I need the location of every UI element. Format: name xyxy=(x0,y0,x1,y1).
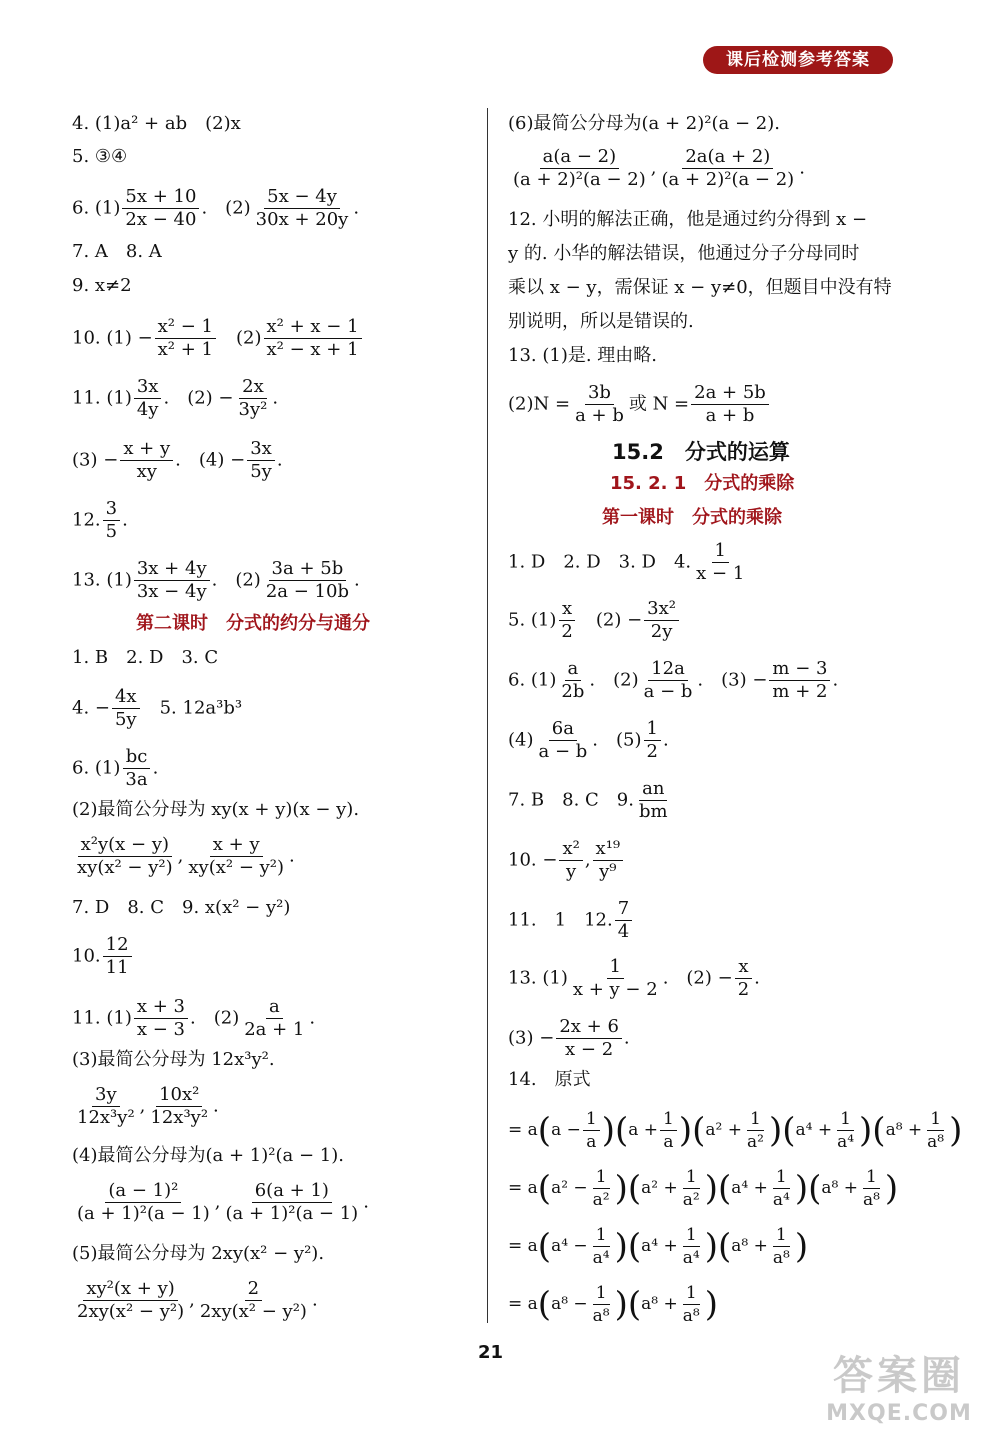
answer-12: 12. $\frac{3}{5}$ . xyxy=(72,498,128,542)
answer-6-1: 6. (1) $\frac{bc}{3a}$ . xyxy=(72,746,159,790)
fraction: $\frac{6(a + 1)}{\text{(a + 1)²(a − 1)}}$ xyxy=(225,1180,359,1224)
answer-6-2: (2)最简公分母为 xy(x + y)(x − y). xyxy=(72,799,360,820)
fraction: $\frac{\text{x² + x − 1}}{\text{x² − x + 1}}$ xyxy=(264,316,362,361)
answer-10c: 10. − $\frac{\text{x²}}{y}$ , $\frac{\text{x¹⁹}}{\text{y⁹}}$ xyxy=(508,838,625,883)
fraction: $\frac{2a + 5b}{a + b}$ xyxy=(691,382,769,427)
answer-6b: 6. (1) $\frac{a}{2b}$ . (2) $\frac{12a}{a - b}$ . (3) − $\frac{m - 3}{m + 2}$ . xyxy=(508,658,839,702)
answer-4: 4. (1)a² + ab (2)x xyxy=(72,113,241,134)
answer-14-step4: = a(a⁸ − $\frac{1}{\text{a⁸}}$ )(a⁸ + $\frac{1}{\text{a⁸}}$ ) xyxy=(508,1283,718,1326)
answer-11a: 11. (1) $\frac{3x}{4y}$ . (2) − $\frac{2x}{\text{3y²}}$ . xyxy=(72,376,279,420)
answer-13: 13. (1) $\frac{3x + 4y}{3x - 4y}$ . (2) $\frac{3a + 5b}{2a - 10b}$ . xyxy=(72,558,360,602)
answer-13-2: (2)N = $\frac{3b}{a + b}$ 或 N = $\frac{2a + 5b}{a + b}$ xyxy=(508,382,771,427)
fraction: $\frac{6a}{a - b}$ xyxy=(538,718,588,762)
fraction: $\frac{x}{2}$ xyxy=(558,598,575,643)
fraction: $\frac{2x}{\text{3y²}}$ xyxy=(238,376,268,420)
answer-13c-3: (3) − $\frac{2x + 6}{x - 2}$ . xyxy=(508,1016,630,1060)
fraction: $\frac{2a(a + 2)}{\text{(a + 2)²(a − 2)}}$ xyxy=(661,146,795,190)
answer-9: 9. x≠2 xyxy=(72,275,132,296)
fraction: $\frac{a}{2b}$ xyxy=(561,658,585,702)
answer-11-1-2: 11. (1) $\frac{x + 3}{x - 3}$ . (2) $\frac{a}{2a + 1}$ . xyxy=(72,996,316,1040)
column-divider xyxy=(487,108,488,1323)
answer-5b: 5. (1) $\frac{x}{2}$ (2) − $\frac{\text{3x²}}{2y}$ xyxy=(508,598,681,643)
answer-6b-4-5: (4) $\frac{6a}{a - b}$ . (5) $\frac{1}{2}$ . xyxy=(508,718,669,762)
section-title-lesson2: 第二课时 分式的约分与通分 xyxy=(136,613,370,634)
section-title: 15. 2. 1 分式的乘除 xyxy=(610,473,795,494)
answer-11-4-fractions: $\frac{\text{(a − 1)²}}{\text{(a + 1)²(a − 1)}}$ , $\frac{6(a + 1)}{\text{(a + 1)²(a − 1)}}$ . xyxy=(72,1180,369,1225)
answer-11b: (3) − $\frac{x + y}{xy}$ . (4) − $\frac{3x}{5y}$ . xyxy=(72,438,283,482)
answer-11-3-fractions: $\frac{3y}{\text{12x³y²}}$ , $\frac{\text{10x²}}{\text{12x³y²}}$ . xyxy=(72,1084,219,1129)
fraction: $\frac{\text{x¹⁹}}{\text{y⁹}}$ xyxy=(593,838,624,883)
fraction: $\frac{\text{10x²}}{\text{12x³y²}}$ xyxy=(150,1084,209,1128)
fraction: $\frac{bc}{3a}$ xyxy=(122,746,150,791)
answer-13-1: 13. (1)是. 理由略. xyxy=(508,345,658,366)
answer-10: 10. (1) − $\frac{\text{x² − 1}}{\text{x² + 1}}$ (2) $\frac{\text{x² + x − 1}}{\text{x² − x + 1}}$ xyxy=(72,316,364,361)
answer-10b: 10. $\frac{12}{11}$ xyxy=(72,934,134,979)
fraction: $\frac{2x + 6}{x - 2}$ xyxy=(556,1016,622,1061)
section-badge: 课后检测参考答案 xyxy=(703,46,893,74)
answer-4-5: 4. − $\frac{4x}{5y}$ 5. 12a³b³ xyxy=(72,686,243,730)
lesson-title: 第一课时 分式的乘除 xyxy=(602,507,782,528)
answer-6: 6. (1) $\frac{5x + 10}{2x - 40}$ . (2) $\frac{5x - 4y}{30x + 20y}$ . xyxy=(72,186,360,230)
fraction: $\frac{\text{x² − 1}}{\text{x² + 1}}$ xyxy=(155,316,216,361)
answer-12-line3: 乘以 x − y，需保证 x − y≠0，但题目中没有特 xyxy=(508,277,892,298)
watermark-text: 答案圈 xyxy=(833,1353,965,1399)
chapter-title: 15.2 分式的运算 xyxy=(612,440,790,464)
watermark-url: MXQE.COM xyxy=(826,1401,972,1426)
fraction: $\frac{a}{2a + 1}$ xyxy=(244,996,305,1040)
fraction: $\frac{\text{xy²(x + y)}}{\text{2xy(x² − y²)}}$ xyxy=(77,1278,185,1322)
fraction: $\frac{7}{4}$ xyxy=(615,898,632,943)
fraction: $\frac{3}{5}$ xyxy=(103,498,120,543)
fraction: $\frac{x}{2}$ xyxy=(735,956,752,1001)
fraction: $\frac{3b}{a + b}$ xyxy=(575,382,624,426)
answer-6-2-fractions: $\frac{\text{x²y(x − y)}}{\text{xy(x² − y²)}}$ , $\frac{x + y}{\text{xy(x² − y²)}}$ . xyxy=(72,834,295,879)
fraction: $\frac{5x + 10}{2x - 40}$ xyxy=(122,186,199,231)
fraction: $\frac{1}{x - 1}$ xyxy=(696,540,745,584)
fraction: $\frac{5x - 4y}{30x + 20y}$ xyxy=(255,186,349,230)
answer-13c: 13. (1) $\frac{1}{x + y - 2}$ . (2) − $\frac{x}{2}$ . xyxy=(508,956,760,1000)
fraction: $\frac{x + 3}{x - 3}$ xyxy=(134,996,188,1041)
answer-6-6: (6)最简公分母为(a + 2)²(a − 2). xyxy=(508,113,780,134)
fraction: $\frac{3x}{5y}$ xyxy=(247,438,275,483)
fraction: $\frac{\text{3x²}}{2y}$ xyxy=(644,598,679,643)
answer-6-6-fractions: $\frac{a(a - 2)}{\text{(a + 2)²(a − 2)}}$ , $\frac{2a(a + 2)}{\text{(a + 2)²(a − 2)}}$ . xyxy=(508,146,805,191)
fraction: $\frac{12a}{a - b}$ xyxy=(643,658,693,702)
fraction: $\frac{x + y}{\text{xy(x² − y²)}}$ xyxy=(188,834,285,878)
fraction: $\frac{3y}{\text{12x³y²}}$ xyxy=(77,1084,135,1128)
answer-1-3: 1. B 2. D 3. C xyxy=(72,647,219,668)
fraction: $\frac{\text{x²}}{y}$ xyxy=(559,838,582,883)
answer-14-step1: = a(a − $\frac{1}{a}$ )(a + $\frac{1}{a}$ )(a² + $\frac{1}{\text{a²}}$ )(a⁴ + $\frac{1}{\text{a⁴}}$ )(a⁸ + $\frac{1}{\text{a⁸}}$ ) xyxy=(508,1109,963,1152)
answer-1-4: 1. D 2. D 3. D 4. $\frac{1}{x - 1}$ xyxy=(508,540,749,585)
answer-14: 14. 原式 xyxy=(508,1069,591,1090)
fraction: $\frac{an}{bm}$ xyxy=(638,778,668,822)
answer-11-3: (3)最简公分母为 12x³y². xyxy=(72,1049,275,1070)
fraction: $\frac{1}{x + y - 2}$ xyxy=(572,956,658,1000)
answer-5: 5. ③④ xyxy=(72,146,128,167)
answer-7-9b: 7. B 8. C 9. $\frac{an}{bm}$ xyxy=(508,778,673,823)
answer-11-12: 11. 1 12. $\frac{7}{4}$ xyxy=(508,898,634,943)
fraction: $\frac{4x}{5y}$ xyxy=(112,686,140,731)
fraction: $\frac{12}{11}$ xyxy=(103,934,132,979)
page-number: 21 xyxy=(478,1342,504,1363)
fraction: $\frac{a(a - 2)}{\text{(a + 2)²(a − 2)}}$ xyxy=(513,146,646,190)
fraction: $\frac{2}{\text{2xy(x² − y²)}}$ xyxy=(199,1278,307,1322)
answer-11-5: (5)最简公分母为 2xy(x² − y²). xyxy=(72,1243,325,1264)
answer-12-line1: 12. 小明的解法正确，他是通过约分得到 x − xyxy=(508,209,868,230)
fraction: $\frac{m - 3}{m + 2}$ xyxy=(769,658,830,703)
fraction: $\frac{3a + 5b}{2a - 10b}$ xyxy=(265,558,349,602)
fraction: $\frac{3x + 4y}{3x - 4y}$ xyxy=(134,558,210,603)
watermark-logo xyxy=(808,1340,990,1430)
answer-7-8: 7. A 8. A xyxy=(72,241,162,262)
answer-11-4: (4)最简公分母为(a + 1)²(a − 1). xyxy=(72,1145,344,1166)
answer-14-step2: = a(a² − $\frac{1}{\text{a²}}$ )(a² + $\frac{1}{\text{a²}}$ )(a⁴ + $\frac{1}{\text{a⁴}}$ )(a⁸ + $\frac{1}{\text{a⁸}}$ ) xyxy=(508,1167,899,1210)
fraction: $\frac{\text{(a − 1)²}}{\text{(a + 1)²(a − 1)}}$ xyxy=(77,1180,210,1224)
fraction: $\frac{x + y}{xy}$ xyxy=(120,438,173,483)
answer-12-line4: 别说明，所以是错误的. xyxy=(508,311,694,332)
answer-7-9: 7. D 8. C 9. x(x² − y²) xyxy=(72,897,291,918)
answer-14-step3: = a(a⁴ − $\frac{1}{\text{a⁴}}$ )(a⁴ + $\frac{1}{\text{a⁴}}$ )(a⁸ + $\frac{1}{\text{a⁸}}$ ) xyxy=(508,1225,809,1268)
fraction: $\frac{1}{2}$ xyxy=(644,718,661,763)
fraction: $\frac{3x}{4y}$ xyxy=(134,376,162,421)
answer-12-line2: y 的. 小华的解法错误，他通过分子分母同时 xyxy=(508,243,860,264)
fraction: $\frac{\text{x²y(x − y)}}{\text{xy(x² − y²)}}$ xyxy=(77,834,173,878)
answer-11-5-fractions: $\frac{\text{xy²(x + y)}}{\text{2xy(x² − y²)}}$ , $\frac{2}{\text{2xy(x² − y²)}}$ . xyxy=(72,1278,318,1323)
